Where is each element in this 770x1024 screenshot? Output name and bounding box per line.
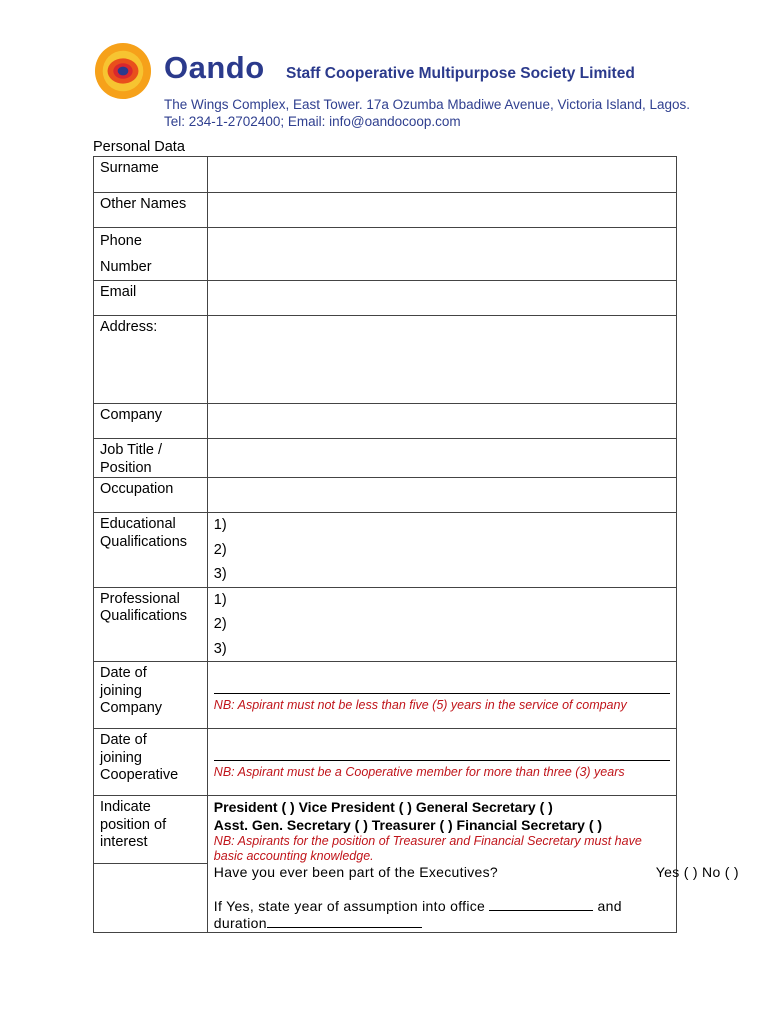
oando-logo-icon xyxy=(94,42,152,100)
professional-label-line2: Qualifications xyxy=(100,608,188,624)
professional-label xyxy=(94,587,208,662)
personal-data-form xyxy=(93,156,739,933)
date-joining-company-line3: Company xyxy=(100,700,163,716)
phone-label xyxy=(94,228,208,281)
company-label: Company xyxy=(94,404,208,439)
executives-label-empty xyxy=(94,863,208,933)
educational-label-line1: Educational xyxy=(100,516,176,532)
address-line: The Wings Complex, East Tower. 17a Ozumba Mbadiwe Avenue, Victoria Island, Lagos. xyxy=(164,97,691,112)
date-joining-company-label xyxy=(94,662,208,729)
job-title-label xyxy=(94,439,208,478)
professional-label-line1: Professional xyxy=(100,590,180,607)
phone-label-line2: Number xyxy=(100,259,152,275)
surname-label: Surname xyxy=(94,157,208,193)
occupation-input[interactable] xyxy=(207,478,676,513)
duration-label: duration xyxy=(213,915,267,931)
coop-member-note: NB: Aspirant must be a Cooperative member for more than three (3) years xyxy=(213,765,625,779)
date-joining-coop-line3: Cooperative xyxy=(100,767,179,783)
occupation-label: Occupation xyxy=(94,478,208,513)
executives-question: Have you ever been part of the Executives? xyxy=(213,864,499,880)
position-choices[interactable] xyxy=(207,796,676,864)
professional-item-1: 1) xyxy=(213,591,227,608)
date-joining-coop-input[interactable] xyxy=(207,729,676,796)
professional-input[interactable] xyxy=(207,587,676,662)
professional-item-3: 3) xyxy=(213,640,227,657)
educational-item-3: 3) xyxy=(213,566,227,582)
educational-label-line2: Qualifications xyxy=(100,533,188,550)
date-joining-company-input[interactable] xyxy=(207,662,676,729)
surname-input[interactable] xyxy=(207,157,676,193)
email-input[interactable] xyxy=(207,281,676,316)
indicate-position-line2: position of xyxy=(100,816,167,833)
date-joining-company-line2: joining xyxy=(100,682,142,699)
educational-item-2: 2) xyxy=(213,541,227,558)
executives-question-row xyxy=(213,864,739,880)
date-joining-coop-line1: Date of xyxy=(100,732,147,748)
contact-line: Tel: 234-1-2702400; Email: info@oandocoop.com xyxy=(164,114,461,129)
job-title-label-line2: Position xyxy=(100,459,152,476)
letterhead xyxy=(90,40,690,135)
job-title-label-line1: Job Title / xyxy=(100,442,163,458)
phone-label-line1: Phone xyxy=(100,233,142,249)
educational-input[interactable] xyxy=(207,513,676,588)
positions-line2[interactable]: Asst. Gen. Secretary ( ) Treasurer ( ) Financial Secretary ( ) xyxy=(213,816,603,833)
indicate-position-label xyxy=(94,796,208,864)
indicate-position-line1: Indicate xyxy=(100,799,151,815)
other-names-input[interactable] xyxy=(207,193,676,228)
executives-section xyxy=(207,863,739,933)
executives-yes-no[interactable]: Yes ( ) No ( ) xyxy=(655,864,739,880)
date-joining-company-line1: Date of xyxy=(100,665,147,681)
professional-item-2: 2) xyxy=(213,616,227,632)
date-joining-coop-label xyxy=(94,729,208,796)
assumption-year-field[interactable] xyxy=(489,898,593,911)
company-service-note: NB: Aspirant must not be less than five (5) years in the service of company xyxy=(213,698,627,712)
treasurer-note: NB: Aspirants for the position of Treasurer and Financial Secretary must have basic accounting knowledge. xyxy=(213,834,642,863)
indicate-position-line3: interest xyxy=(100,834,148,850)
date-joining-company-line xyxy=(214,692,670,694)
email-label: Email xyxy=(94,281,208,316)
duration-field[interactable] xyxy=(267,915,422,928)
other-names-label: Other Names xyxy=(94,193,208,228)
assumption-row xyxy=(214,898,670,932)
assumption-and: and xyxy=(597,898,622,914)
phone-input[interactable] xyxy=(207,228,676,281)
section-title: Personal Data xyxy=(93,139,185,155)
positions-line1[interactable]: President ( ) Vice President ( ) General Secretary ( ) xyxy=(213,799,553,815)
date-joining-coop-line2: joining xyxy=(100,749,142,766)
date-joining-coop-line xyxy=(214,759,670,761)
brand-subtitle: Staff Cooperative Multipurpose Society Limited xyxy=(286,65,635,82)
brand-name: Oando xyxy=(164,50,265,85)
job-title-input[interactable] xyxy=(207,439,676,478)
assumption-prefix: If Yes, state year of assumption into office xyxy=(213,898,486,914)
educational-item-1: 1) xyxy=(213,517,227,533)
address-label: Address: xyxy=(94,316,208,404)
address-input[interactable] xyxy=(207,316,676,404)
educational-label xyxy=(94,513,208,588)
company-input[interactable] xyxy=(207,404,676,439)
